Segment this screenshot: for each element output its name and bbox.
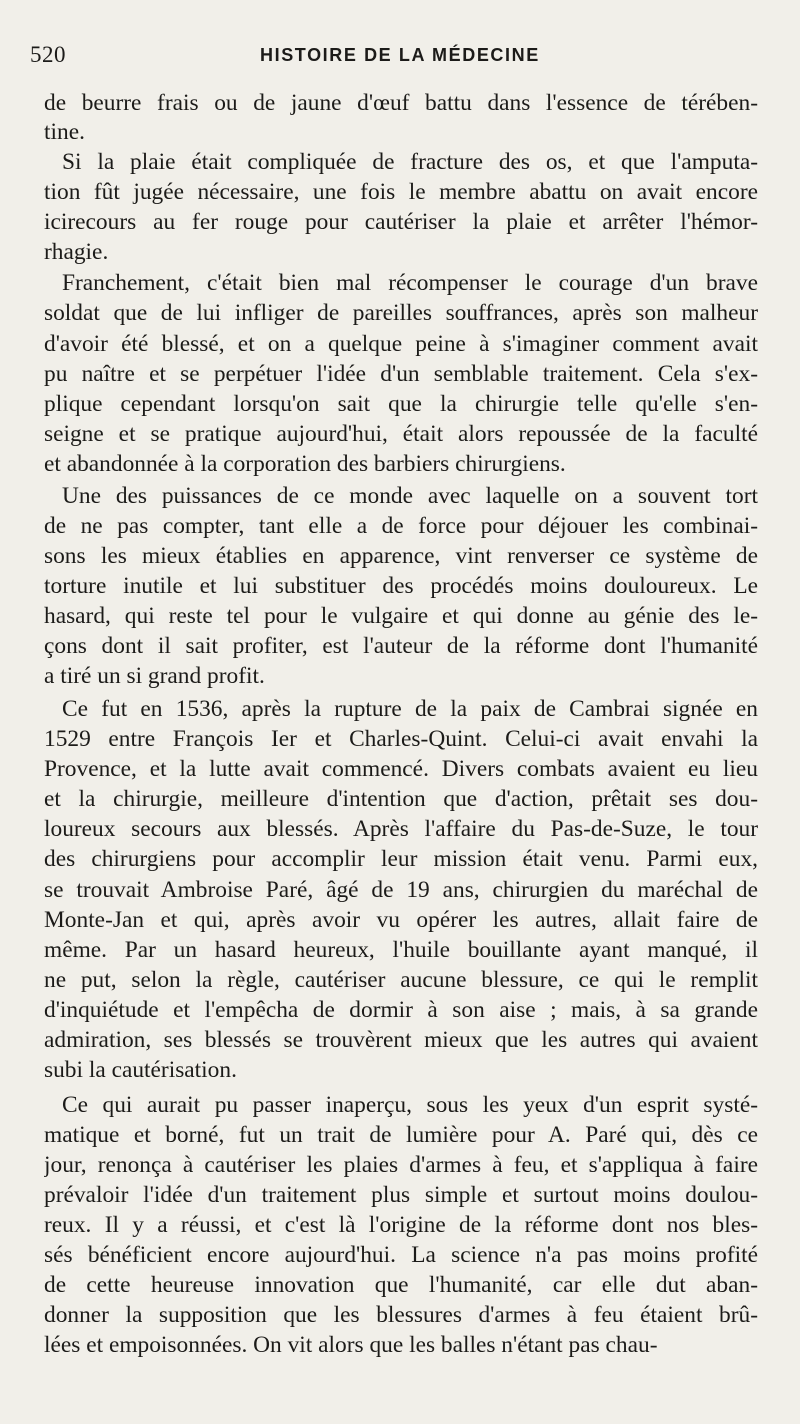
text-line: Si la plaie était compliquée de fracture des os, et que l'amputa- <box>62 149 758 175</box>
text-line: soldat que de lui infliger de pareilles souffrances, après son malheur <box>44 300 758 326</box>
text-line: sés bénéficient encore aujourd'hui. La science n'a pas moins profité <box>44 1242 758 1268</box>
text-line: plique cependant lorsqu'on sait que la chirurgie telle qu'elle s'en- <box>44 391 758 417</box>
text-line: Provence, et la lutte avait commencé. Divers combats avaient eu lieu <box>44 756 758 782</box>
text-line: seigne et se pratique aujourd'hui, était alors repoussée de la faculté <box>44 421 758 447</box>
text-line: se trouvait Ambroise Paré, âgé de 19 ans, chirurgien du maréchal de <box>44 877 758 903</box>
text-line: loureux secours aux blessés. Après l'affaire du Pas-de-Suze, le tour <box>44 816 758 842</box>
text-line: admiration, ses blessés se trouvèrent mieux que les autres qui avaient <box>44 1027 758 1053</box>
text-line: prévaloir l'idée d'un traitement plus simple et surtout moins doulou- <box>44 1182 758 1208</box>
text-line: a tiré un si grand profit. <box>44 663 265 689</box>
text-line: même. Par un hasard heureux, l'huile bouillante ayant manqué, il <box>44 937 758 963</box>
running-title: HISTOIRE DE LA MÉDECINE <box>260 45 540 65</box>
text-line: Une des puissances de ce monde avec laquelle on a souvent tort <box>62 483 758 509</box>
text-line: rhagie. <box>44 239 109 265</box>
text-line: de beurre frais ou de jaune d'œuf battu dans l'essence de térében- <box>44 90 758 116</box>
text-line: reux. Il y a réussi, et c'est là l'origine de la réforme dont nos bles- <box>44 1212 758 1238</box>
text-line: ne put, selon la règle, cautériser aucune blessure, ce qui le remplit <box>44 967 758 993</box>
text-line: icirecours au fer rouge pour cautériser la plaie et arrêter l'hémor- <box>44 209 758 235</box>
text-line: Ce qui aurait pu passer inaperçu, sous les yeux d'un esprit systé- <box>62 1092 758 1118</box>
text-line: tine. <box>44 119 85 145</box>
text-line: çons dont il sait profiter, est l'auteur de la réforme dont l'humanité <box>44 633 758 659</box>
text-line: sons les mieux établies en apparence, vint renverser ce système de <box>44 543 758 569</box>
text-line: de cette heureuse innovation que l'humanité, car elle dut aban- <box>44 1272 758 1298</box>
text-line: 1529 entre François Ier et Charles-Quint. Celui-ci avait envahi la <box>44 726 758 752</box>
text-line: lées et empoisonnées. On vit alors que les balles n'étant pas chau- <box>44 1332 658 1358</box>
text-line: de ne pas compter, tant elle a de force pour déjouer les combinai- <box>44 513 758 539</box>
text-line: Ce fut en 1536, après la rupture de la paix de Cambrai signée en <box>62 696 758 722</box>
text-line: jour, renonça à cautériser les plaies d'armes à feu, et s'appliqua à faire <box>44 1152 758 1178</box>
text-line: hasard, qui reste tel pour le vulgaire et qui donne au génie des le- <box>44 603 758 629</box>
text-line: d'inquiétude et l'empêcha de dormir à son aise ; mais, à sa grande <box>44 997 758 1023</box>
text-line: et la chirurgie, meilleure d'intention que d'action, prêtait ses dou- <box>44 786 758 812</box>
text-line: Monte-Jan et qui, après avoir vu opérer les autres, allait faire de <box>44 907 758 933</box>
text-line: pu naître et se perpétuer l'idée d'un semblable traitement. Cela s'ex- <box>44 361 758 387</box>
page-number: 520 <box>30 42 66 67</box>
text-line: et abandonnée à la corporation des barbiers chirurgiens. <box>44 451 566 477</box>
text-line: tion fût jugée nécessaire, une fois le membre abattu on avait encore <box>44 179 758 205</box>
text-line: matique et borné, fut un trait de lumière pour A. Paré qui, dès ce <box>44 1122 758 1148</box>
text-line: d'avoir été blessé, et on a quelque peine à s'imaginer comment avait <box>44 331 758 357</box>
text-line: Franchement, c'était bien mal récompenser le courage d'un brave <box>62 270 758 296</box>
text-line: donner la supposition que les blessures d'armes à feu étaient brû- <box>44 1302 758 1328</box>
text-line: subi la cautérisation. <box>44 1057 237 1083</box>
text-line: des chirurgiens pour accomplir leur mission était venu. Parmi eux, <box>44 846 758 872</box>
text-line: torture inutile et lui substituer des procédés moins douloureux. Le <box>44 573 758 599</box>
